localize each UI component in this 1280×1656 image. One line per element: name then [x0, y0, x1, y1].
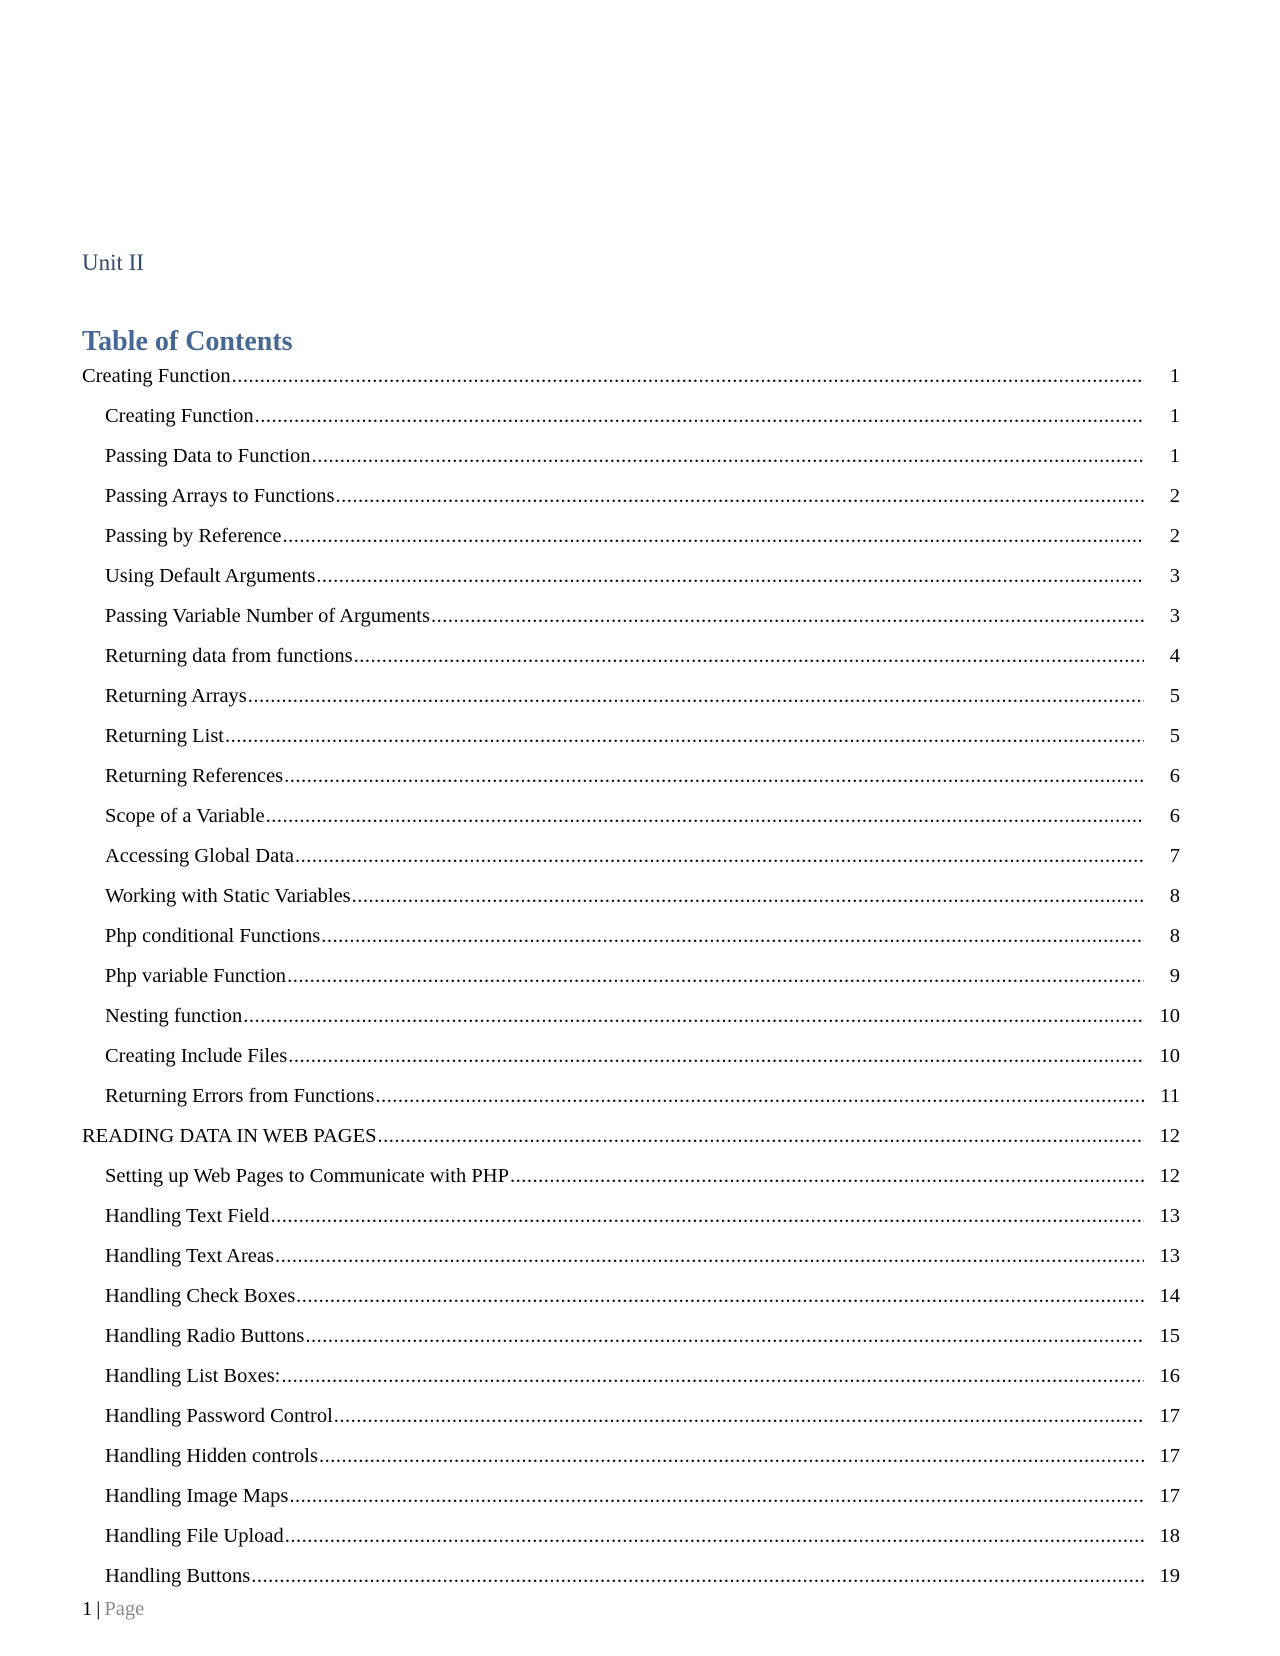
toc-entry-page: 14 — [1159, 1285, 1180, 1307]
toc-entry[interactable] — [0, 1281, 1280, 1321]
page-footer — [82, 1595, 144, 1623]
toc-dot-leader — [305, 1321, 1144, 1351]
toc-entry[interactable] — [0, 1361, 1280, 1401]
toc-entry[interactable] — [0, 681, 1280, 721]
toc-entry-title: Passing Data to Function — [105, 441, 312, 471]
toc-entry-page: 10 — [1159, 1045, 1180, 1067]
toc-dot-leader — [431, 601, 1144, 631]
toc-entry[interactable] — [0, 1521, 1280, 1561]
toc-entry-page: 9 — [1169, 965, 1180, 987]
toc-entry-title: READING DATA IN WEB PAGES — [82, 1121, 378, 1151]
toc-entry-title: Using Default Arguments — [105, 561, 316, 591]
toc-entry-title: Returning Arrays — [105, 681, 248, 711]
toc-entry-page: 13 — [1159, 1205, 1180, 1227]
toc-entry[interactable] — [0, 961, 1280, 1001]
toc-dot-leader — [266, 801, 1144, 831]
toc-entry-title: Handling File Upload — [105, 1521, 285, 1551]
toc-dot-leader — [251, 1561, 1144, 1591]
toc-entry-title: Handling Buttons — [105, 1561, 251, 1591]
toc-entry-page: 6 — [1169, 805, 1180, 827]
toc-dot-leader — [288, 1041, 1144, 1071]
footer-separator: | — [96, 1598, 101, 1620]
toc-entry[interactable] — [0, 361, 1280, 401]
toc-entry-title: Accessing Global Data — [105, 841, 295, 871]
toc-entry-page: 4 — [1169, 645, 1180, 667]
toc-entry[interactable] — [0, 881, 1280, 921]
toc-entry-page: 17 — [1159, 1405, 1180, 1427]
toc-entry-page: 7 — [1169, 845, 1180, 867]
toc-dot-leader — [243, 1001, 1144, 1031]
toc-dot-leader — [248, 681, 1144, 711]
toc-entry-page: 11 — [1160, 1085, 1180, 1107]
footer-page-word: Page — [104, 1598, 145, 1620]
toc-dot-leader — [287, 961, 1144, 991]
toc-entry-page: 5 — [1169, 725, 1180, 747]
toc-dot-leader — [289, 1481, 1144, 1511]
toc-entry[interactable] — [0, 441, 1280, 481]
toc-dot-leader — [296, 1281, 1144, 1311]
toc-entry-page: 3 — [1169, 605, 1180, 627]
toc-dot-leader — [295, 841, 1144, 871]
toc-entry[interactable] — [0, 921, 1280, 961]
toc-entry-page: 17 — [1159, 1485, 1180, 1507]
toc-entry-page: 1 — [1169, 405, 1180, 427]
toc-entry[interactable] — [0, 1001, 1280, 1041]
toc-entry-title: Working with Static Variables — [105, 881, 352, 911]
toc-dot-leader — [354, 641, 1144, 671]
toc-entry[interactable] — [0, 561, 1280, 601]
toc-entry-title: Returning data from functions — [105, 641, 354, 671]
toc-entry[interactable] — [0, 1401, 1280, 1441]
toc-dot-leader — [270, 1201, 1144, 1231]
toc-entry-page: 6 — [1169, 765, 1180, 787]
toc-dot-leader — [352, 881, 1144, 911]
unit-heading: Unit II — [82, 250, 144, 275]
toc-entry-title: Returning List — [105, 721, 225, 751]
toc-entry[interactable] — [0, 521, 1280, 561]
toc-dot-leader — [321, 921, 1144, 951]
toc-entry-title: Php variable Function — [105, 961, 287, 991]
toc-entry[interactable] — [0, 801, 1280, 841]
toc-entry[interactable] — [0, 1481, 1280, 1521]
toc-entry[interactable] — [0, 841, 1280, 881]
toc-entry-page: 15 — [1159, 1325, 1180, 1347]
toc-dot-leader — [334, 1401, 1144, 1431]
toc-entry-title: Handling List Boxes: — [105, 1361, 281, 1391]
toc-entry[interactable] — [0, 1561, 1280, 1601]
toc-dot-leader — [225, 721, 1144, 751]
toc-entry[interactable] — [0, 1241, 1280, 1281]
toc-entry-page: 8 — [1169, 885, 1180, 907]
toc-dot-leader — [275, 1241, 1144, 1271]
toc-entry-title: Returning References — [105, 761, 284, 791]
toc-entry-page: 3 — [1169, 565, 1180, 587]
toc-entry-title: Creating Function — [105, 401, 255, 431]
toc-dot-leader — [284, 761, 1144, 791]
toc-entry-page: 8 — [1169, 925, 1180, 947]
toc-title: Table of Contents — [82, 326, 293, 357]
toc-dot-leader — [319, 1441, 1144, 1471]
toc-entry-title: Handling Hidden controls — [105, 1441, 319, 1471]
toc-entry-title: Setting up Web Pages to Communicate with PHP — [105, 1161, 510, 1191]
toc-entry-page: 10 — [1159, 1005, 1180, 1027]
toc-dot-leader — [285, 1521, 1144, 1551]
toc-entry-page: 16 — [1159, 1365, 1180, 1387]
toc-entry-title: Passing Variable Number of Arguments — [105, 601, 431, 631]
toc-dot-leader — [375, 1081, 1144, 1111]
toc-list — [0, 361, 1280, 1601]
toc-entry-page: 18 — [1159, 1525, 1180, 1547]
toc-dot-leader — [510, 1161, 1144, 1191]
toc-entry-page: 2 — [1169, 525, 1180, 547]
toc-dot-leader — [282, 521, 1144, 551]
toc-entry-page: 5 — [1169, 685, 1180, 707]
toc-dot-leader — [232, 361, 1144, 391]
toc-entry-title: Handling Check Boxes — [105, 1281, 296, 1311]
toc-entry-title: Returning Errors from Functions — [105, 1081, 375, 1111]
toc-dot-leader — [255, 401, 1144, 431]
toc-entry[interactable] — [0, 1081, 1280, 1121]
toc-entry-title: Php conditional Functions — [105, 921, 321, 951]
toc-dot-leader — [316, 561, 1144, 591]
toc-entry-title: Passing Arrays to Functions — [105, 481, 336, 511]
toc-entry-page: 12 — [1159, 1125, 1180, 1147]
toc-entry-page: 1 — [1169, 445, 1180, 467]
toc-entry-title: Nesting function — [105, 1001, 243, 1031]
toc-entry[interactable] — [0, 1441, 1280, 1481]
toc-entry[interactable] — [0, 1161, 1280, 1201]
toc-entry-page: 12 — [1159, 1165, 1180, 1187]
toc-entry-page: 1 — [1169, 365, 1180, 387]
toc-entry[interactable] — [0, 1121, 1280, 1161]
footer-page-number: 1 — [82, 1598, 93, 1620]
toc-entry[interactable] — [0, 601, 1280, 641]
toc-entry-title: Passing by Reference — [105, 521, 282, 551]
toc-entry[interactable] — [0, 1201, 1280, 1241]
toc-entry-title: Handling Text Field — [105, 1201, 270, 1231]
toc-entry-page: 19 — [1159, 1565, 1180, 1587]
toc-entry-title: Scope of a Variable — [105, 801, 266, 831]
toc-entry-title: Handling Password Control — [105, 1401, 334, 1431]
toc-entry[interactable] — [0, 481, 1280, 521]
toc-entry[interactable] — [0, 641, 1280, 681]
toc-entry-page: 2 — [1169, 485, 1180, 507]
toc-entry[interactable] — [0, 1041, 1280, 1081]
toc-entry[interactable] — [0, 761, 1280, 801]
toc-entry-title: Handling Radio Buttons — [105, 1321, 305, 1351]
toc-dot-leader — [336, 481, 1145, 511]
toc-entry[interactable] — [0, 1321, 1280, 1361]
toc-dot-leader — [378, 1121, 1145, 1151]
toc-entry-title: Creating Include Files — [105, 1041, 288, 1071]
toc-entry-title: Handling Image Maps — [105, 1481, 289, 1511]
toc-entry-title: Creating Function — [82, 361, 232, 391]
toc-dot-leader — [281, 1361, 1144, 1391]
toc-entry-title: Handling Text Areas — [105, 1241, 275, 1271]
toc-entry-page: 17 — [1159, 1445, 1180, 1467]
toc-entry[interactable] — [0, 721, 1280, 761]
toc-entry-page: 13 — [1159, 1245, 1180, 1267]
toc-dot-leader — [312, 441, 1144, 471]
toc-entry[interactable] — [0, 401, 1280, 441]
